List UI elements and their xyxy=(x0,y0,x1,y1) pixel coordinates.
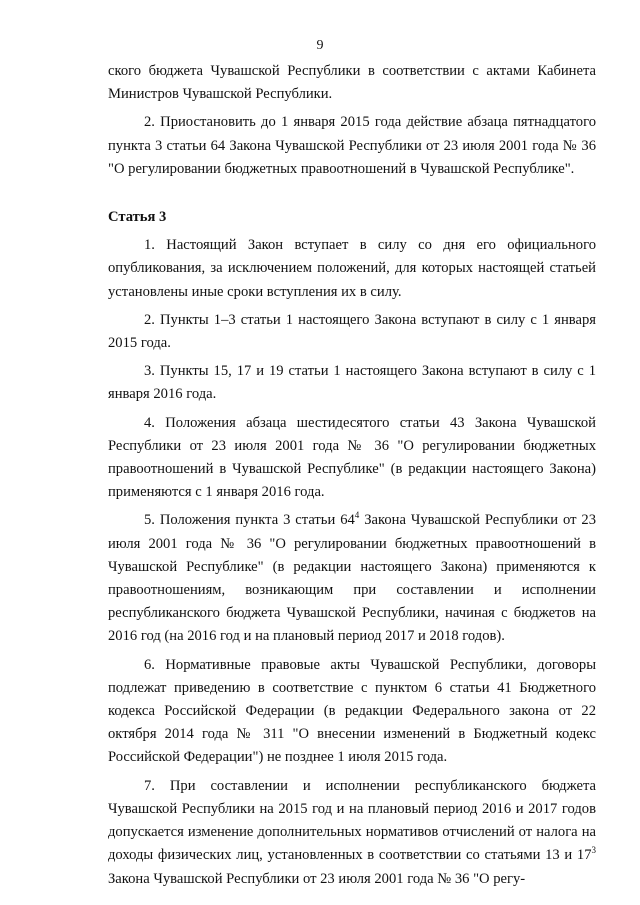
paragraph-item-2: 2. Приостановить до 1 января 2015 года действие абзаца пятнадцатого пункта 3 статьи 64 Закона Чувашской Республики от 23 июля 2001 года № 36 "О регулировании бюджетных правоотношений в Чувашской Республике". xyxy=(108,114,596,177)
article-heading: Статья 3 xyxy=(108,209,167,226)
paragraph-5-text-before: 5. Положения пункта 3 статьи 64 xyxy=(144,512,355,529)
article-paragraph-5 xyxy=(108,509,596,648)
article-paragraph-1: 1. Настоящий Закон вступает в силу со дня его официального опубликования, за исключением положений, для которых настоящей статьей установлены иные сроки вступления их в силу. xyxy=(108,237,596,300)
paragraph-7-text-after: Закона Чувашской Республики от 23 июля 2001 года № 36 "О регу- xyxy=(108,870,526,887)
article-paragraph-6: 6. Нормативные правовые акты Чувашской Республики, договоры подлежат приведению в соответствие с пунктом 6 статьи 41 Бюджетного кодекса Российской Федерации (в редакции Федерального закона от 22 октября 2014 года № 311 "О внесении изменений в Бюджетный кодекс Российской Федерации") не позднее 1 июля 2015 года. xyxy=(108,656,596,766)
page-number: 9 xyxy=(316,38,324,53)
paragraph-7-text-before: 7. При составлении и исполнении республиканского бюджета Чувашской Республики на 2015 год и на плановый период 2016 и 2017 годов допускается изменение дополнительных нормативов отчислений от налога на доходы физических лиц, установленных в соответствии со статьями 13 и 17 xyxy=(108,777,596,864)
paragraph-5-superscript: 4 xyxy=(354,510,360,521)
paragraph-5-text-after: Закона Чувашской Республики от 23 июля 2001 года № 36 "О регулировании бюджетных правоотношений в Чувашской Республике" (в редакции настоящего Закона) применяются к правоотношениям, возникающим при составлении и исполнении республиканского бюджета Чувашской Республики, начиная с бюджетов на 2016 год (на 2016 год и на плановый период 2017 и 2018 годов). xyxy=(108,512,596,645)
article-paragraph-4: 4. Положения абзаца шестидесятого статьи 43 Закона Чувашской Республики от 23 июля 2001 года № 36 "О регулировании бюджетных правоотношений в Чувашской Республике" (в редакции настоящего Закона) применяются с 1 января 2016 года. xyxy=(108,414,596,501)
paragraph-continuation: ского бюджета Чувашской Республики в соответствии с актами Кабинета Министров Чувашской Республики. xyxy=(108,63,596,103)
article-paragraph-2: 2. Пункты 1–3 статьи 1 настоящего Закона вступают в силу с 1 января 2015 года. xyxy=(108,311,596,352)
article-paragraph-7 xyxy=(108,775,596,891)
paragraph-7-superscript: 3 xyxy=(591,845,596,856)
article-paragraph-3: 3. Пункты 15, 17 и 19 статьи 1 настоящего Закона вступают в силу с 1 января 2016 года. xyxy=(108,363,596,403)
document-body xyxy=(108,60,596,891)
